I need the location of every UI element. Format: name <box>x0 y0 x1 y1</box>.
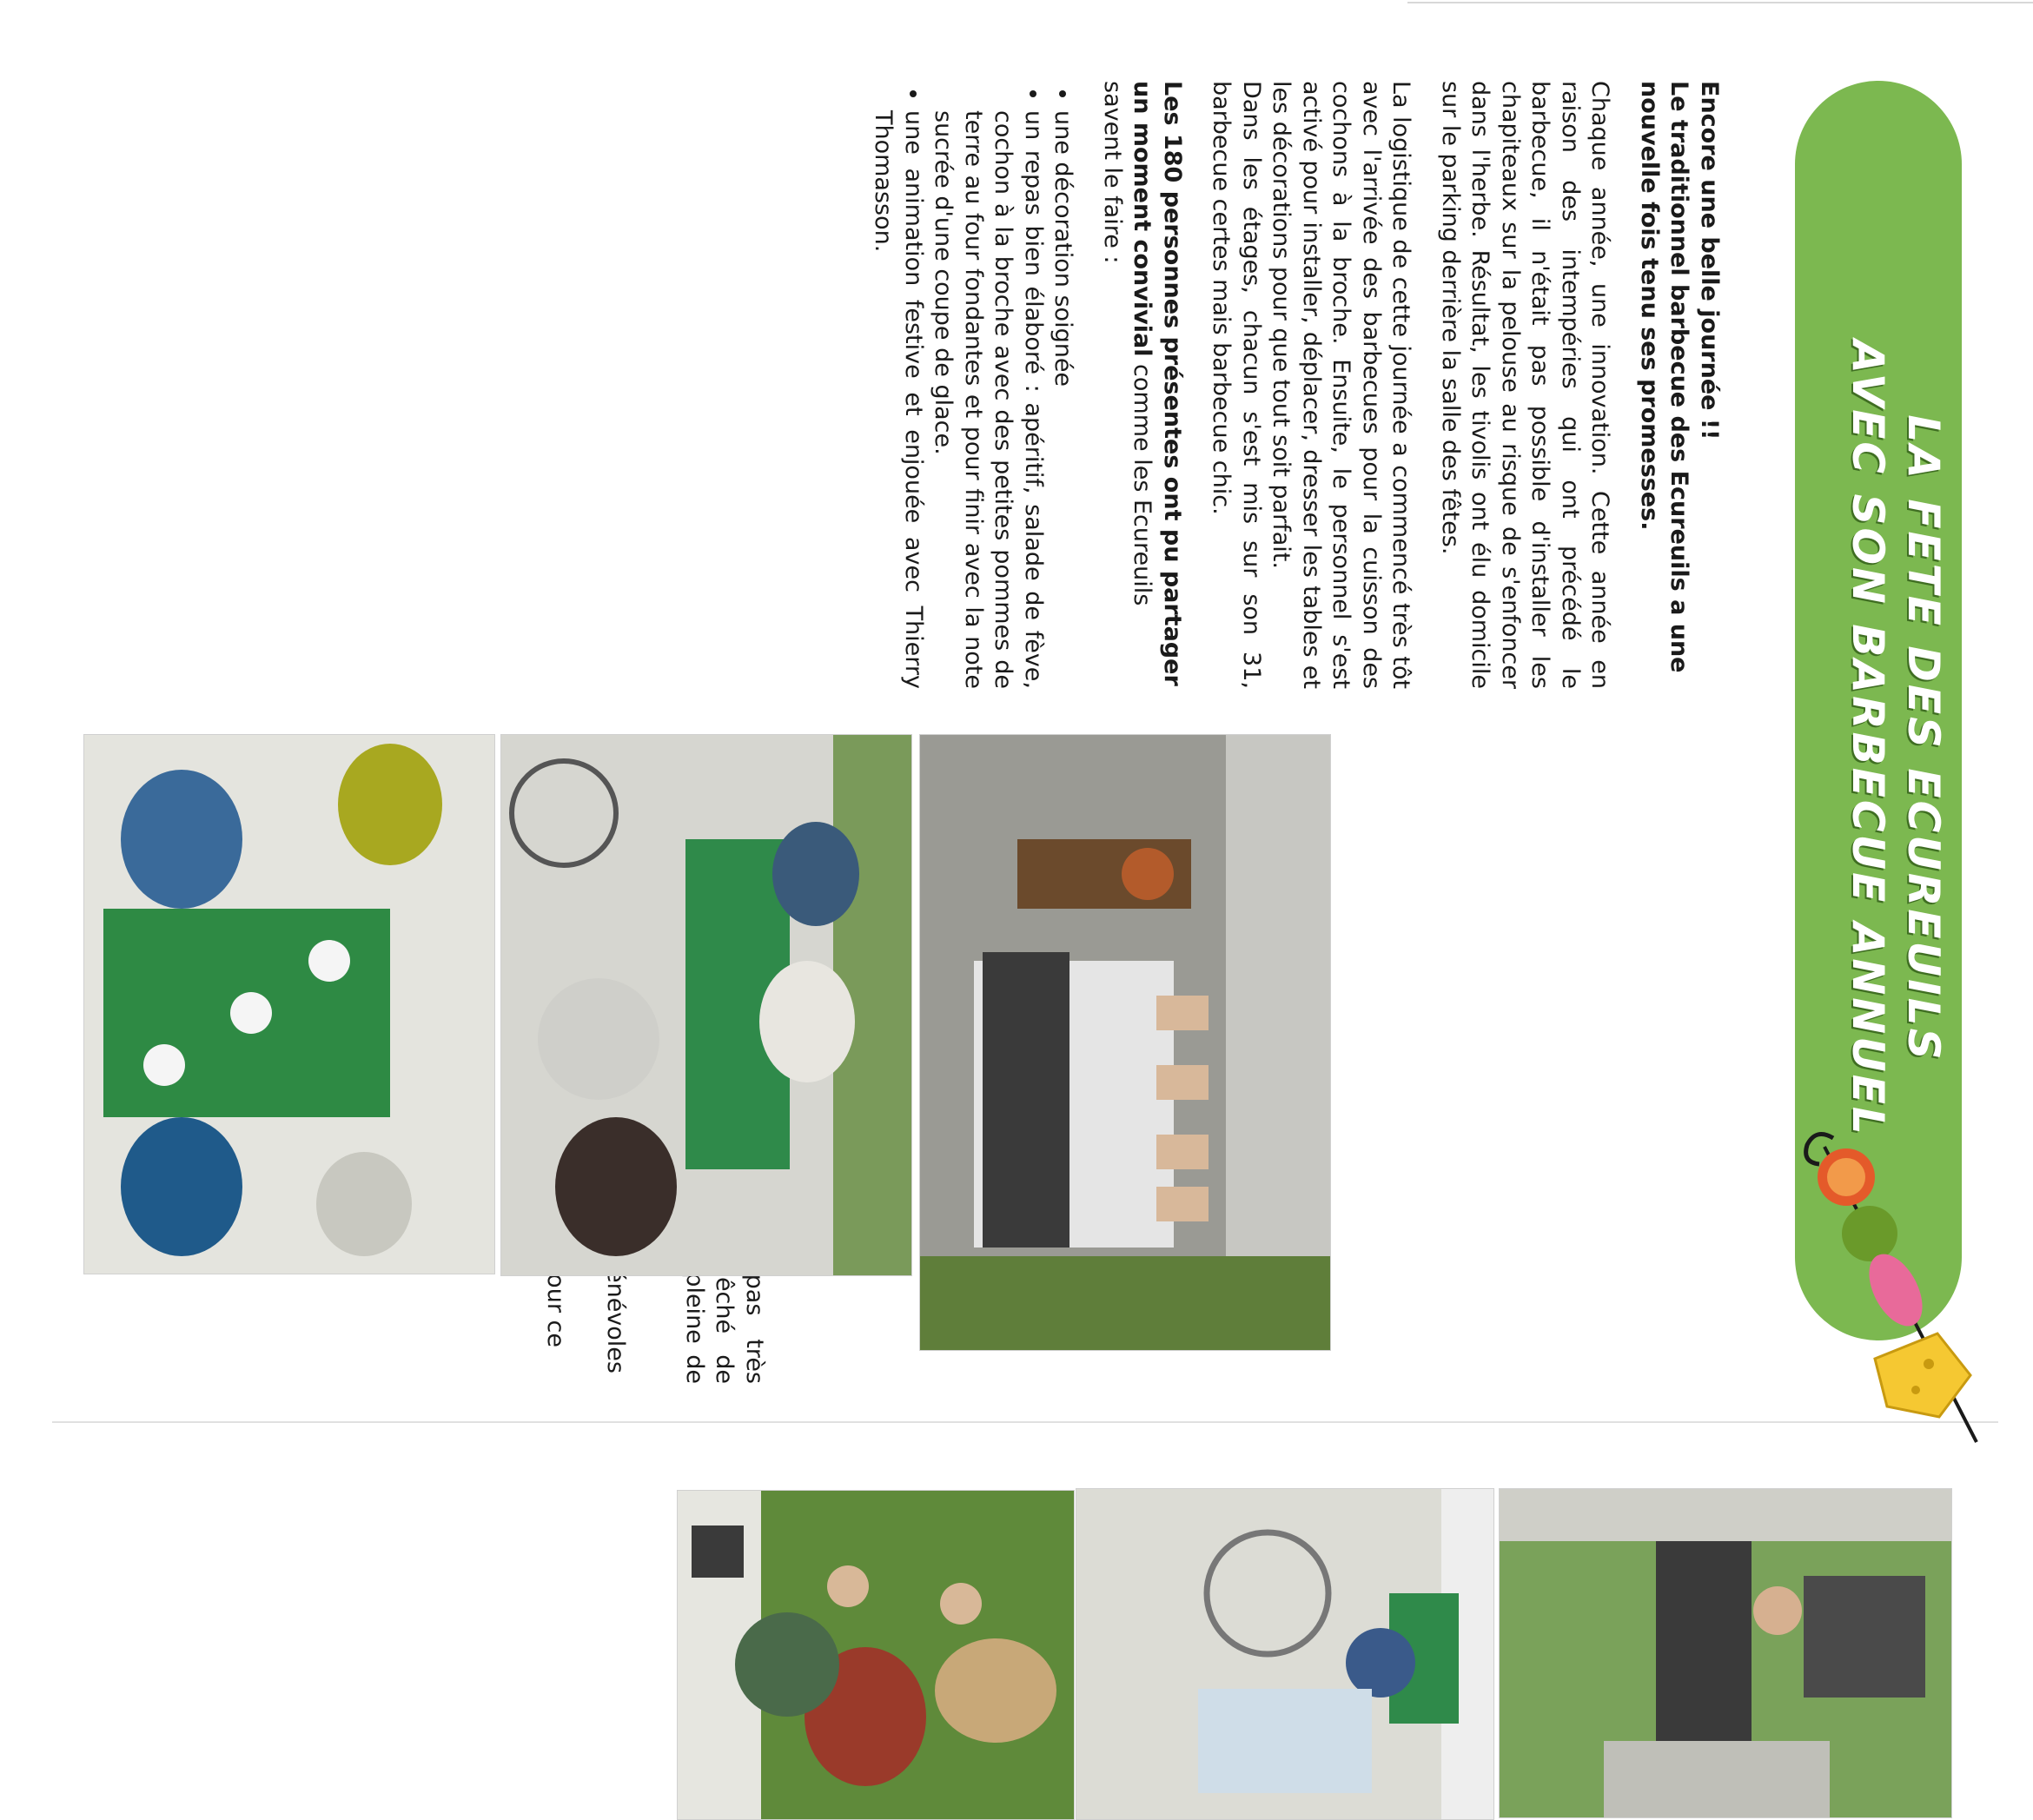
skewer-icon <box>1798 1129 2016 1451</box>
paragraph-3: Dans les étages, chacun s'est mis sur son 31, barbecue certes mais barbecue chic. <box>1208 81 1265 689</box>
bullet-list <box>868 81 1078 689</box>
closing-text-start: pas très empêché de pleine de <box>681 1224 768 1384</box>
bullet-item: • une décoration soignée <box>1048 110 1078 689</box>
photo-chefs-grill <box>919 734 1331 1351</box>
bullet-item: • une animation festive et enjouée avec Thierry Thomasson. <box>868 110 928 689</box>
title-line-2: AVEC SON BARBECUE ANNUEL <box>1843 340 1893 1137</box>
paragraph-4-rest: comme les Ecureuils savent le faire : <box>1099 81 1156 606</box>
paragraph-2: La logistique de cette journée a commencé très tôt avec l'arrivée des barbecues pour la cuisson des cochons à la broche. Ensuite, le personnel s'est activé pour installer, déplacer, dresser les tables et les décorations pour que tout soit parfait. <box>1268 81 1415 689</box>
intro-line-1: Encore une belle journée !! <box>1696 81 1723 440</box>
paragraph-4 <box>1097 81 1188 689</box>
photo-table-setting <box>83 734 495 1274</box>
photo-residents-table <box>500 734 912 1276</box>
column-right <box>849 81 1724 689</box>
paragraph-4-bold: Les 180 personnes présentes ont pu partager un moment convivial <box>1129 81 1186 686</box>
photo-accordion-player <box>1499 1488 1952 1818</box>
intro-line-2: Le traditionnel barbecue des Ecureuils a une nouvelle fois tenu ses promesses. <box>1636 81 1693 673</box>
bullet-item: • un repas bien élaboré : apéritif, salade de fève, cochon à la broche avec des petites pommes de terre au four fondantes et pour finir avec la note sucrée d'une coupe de glace. <box>928 110 1048 689</box>
photo-group-families <box>677 1490 1075 1820</box>
paragraph-1: Chaque année, une innovation. Cette année en raison des intempéries qui ont précédé le barbecue, il n'était pas possible d'installer les chapiteaux sur la pelouse au risque de s'enfoncer dans l'herbe. Résultat, les tivolis ont élu domicile sur le parking derrière la salle des fêtes. <box>1437 81 1614 689</box>
page-title <box>1840 261 1951 1216</box>
title-line-1: LA FETE DES ECUREUILS <box>1898 414 1949 1062</box>
photo-resident-wheelchair <box>1076 1488 1494 1820</box>
